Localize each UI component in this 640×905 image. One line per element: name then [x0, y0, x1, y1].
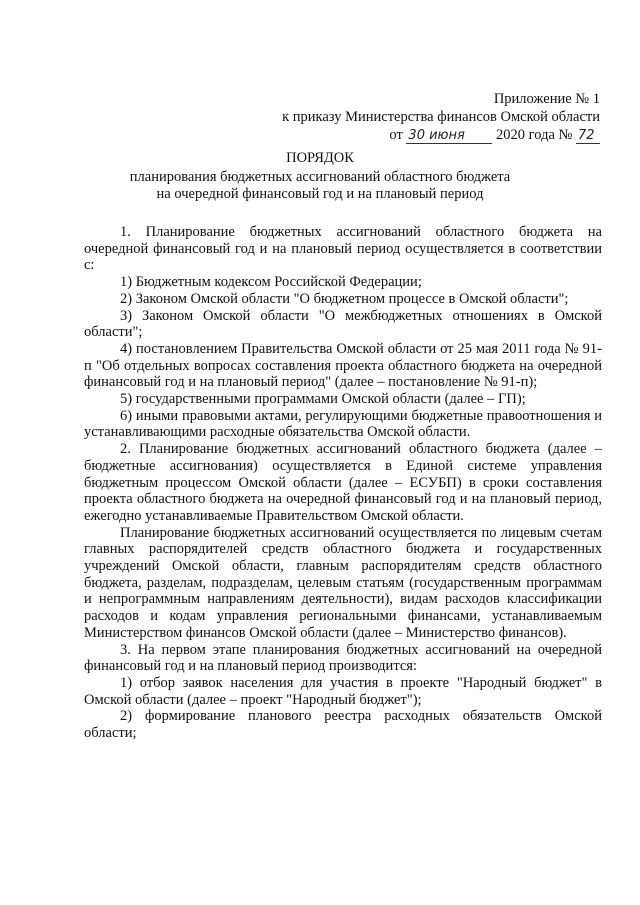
paragraph-2-continued: Планирование бюджетных ассигнований осуществляется по лицевым счетам главных распорядителей средств областного бюджета и государственных учреждений Омской области, главным распорядителям средств областного бюджета, разделам, подразделам, целевым статьям (государственным программам и непрограммным направлениям деятельности), видам расходов классификации расходов и кодам управления региональными финансами, устанавливаемым Министерством финансов Омской области (далее – Министерство финансов). [84, 524, 602, 641]
handwritten-month: июня [429, 128, 465, 143]
paragraph-1-item-6: 6) иными правовыми актами, регулирующими бюджетные правоотношения и устанавливающими расходные обязательства Омской области. [84, 407, 602, 441]
appendix-number: Приложение № 1 [493, 91, 600, 107]
paragraph-2: 2. Планирование бюджетных ассигнований областного бюджета (далее – бюджетные ассигнования) осуществляется в Единой системе управления бюджетным процессом Омской области (далее – ЕСУБП) в сроки составления проекта областного бюджета на очередной финансовый год и на плановый период, ежегодно устанавливаемые Правительством Омской области. [84, 441, 602, 524]
appendix-order-reference: к приказу Министерства финансов Омской области [282, 109, 600, 125]
paragraph-3-item-2: 2) формирование планового реестра расходных обязательств Омской области; [84, 708, 602, 742]
appendix-header [282, 90, 600, 144]
paragraph-1-item-3: 3) Законом Омской области "О межбюджетных отношениях в Омской области"; [84, 307, 602, 341]
paragraph-1-item-5: 5) государственными программами Омской области (далее – ГП); [120, 391, 526, 408]
document-title [0, 150, 640, 203]
paragraph-1-item-1: 1) Бюджетным кодексом Российской Федерации; [120, 274, 422, 291]
paragraph-1: 1. Планирование бюджетных ассигнований областного бюджета на очередной финансовый год и на плановый период осуществляется в соответствии с: [84, 224, 602, 274]
paragraph-3-item-1: 1) отбор заявок населения для участия в проекте "Народный бюджет" в Омской области (далее – проект "Народный бюджет"); [84, 674, 602, 708]
handwritten-day: 30 [408, 128, 425, 143]
date-year: 2020 года № [496, 127, 573, 143]
paragraph-3: 3. На первом этапе планирования бюджетных ассигнований на очередной финансовый год и на плановый период производится: [84, 641, 602, 675]
title-subtitle-1: планирования бюджетных ассигнований областного бюджета [129, 169, 511, 185]
paragraph-1-item-4: 4) постановлением Правительства Омской области от 25 мая 2011 года № 91-п "Об отдельных вопросах составления проекта областного бюджета на очередной финансовый год и на плановый период" (далее – постановление № 91-п); [84, 340, 602, 391]
appendix-date-line [282, 126, 600, 144]
date-prefix: от [389, 127, 403, 143]
handwritten-order-number: 72 [576, 129, 600, 144]
paragraph-1-item-2: 2) Законом Омской области "О бюджетном процессе в Омской области"; [120, 290, 569, 307]
title-subtitle-2: на очередной финансовый год и на плановый период [156, 186, 484, 202]
title-heading: ПОРЯДОК [286, 150, 354, 166]
document-body [84, 224, 602, 742]
handwritten-date [406, 129, 492, 144]
